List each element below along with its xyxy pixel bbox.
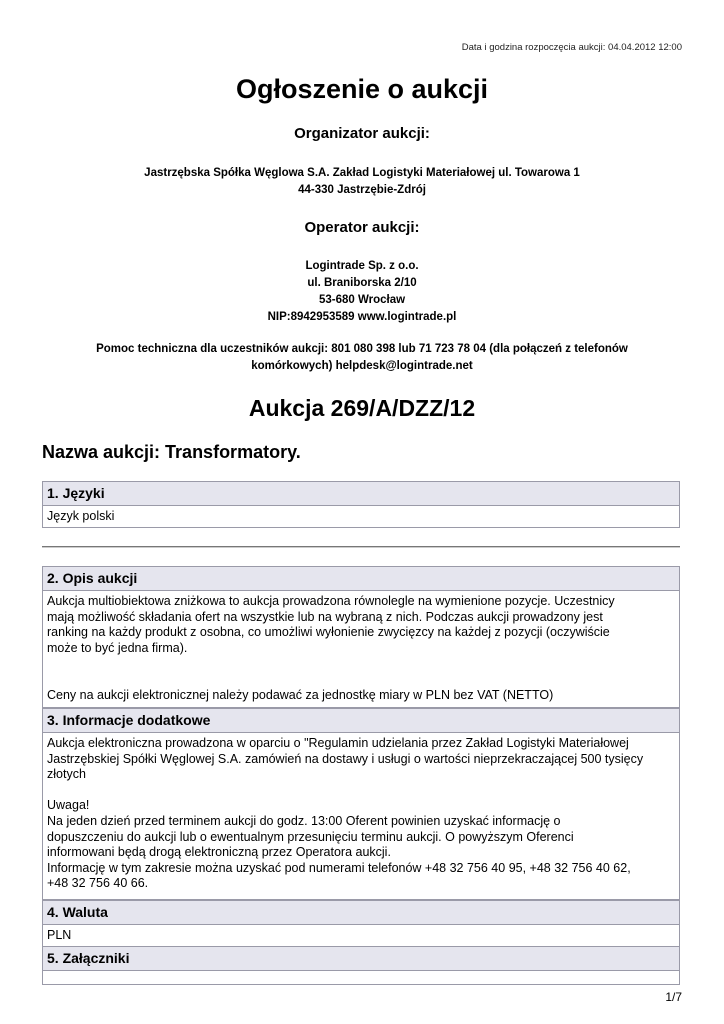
page-title: Ogłoszenie o aukcji: [235, 74, 489, 104]
section-languages: [42, 481, 680, 528]
section-description-body: Aukcja multiobiektowa zniżkowa to aukcja prowadzona równolegle na wymienione pozycje. Uczestnicy mają możliwość składania ofert na wszystkie lub na wybraną z nich. Podczas aukcji prowadzony jest ranking na każdy produkt z osobna, co umożliwi wyłonienie zwycięzcy na każdej z pozycji (oczywiście może to być jedna firma). Ceny na aukcji elektronicznej należy podawać za jednostkę miary w PLN bez VAT (NETTO): [42, 591, 680, 708]
auction-start-datetime: Data i godzina rozpoczęcia aukcji: 04.04.2012 12:00: [461, 42, 682, 53]
section-description: [42, 566, 680, 708]
section-attachments: [42, 946, 680, 985]
operator-line-2: ul. Braniborska 2/10: [307, 277, 417, 289]
operator-address: [0, 258, 724, 326]
auction-name: Nazwa aukcji: Transformatory.: [42, 442, 301, 462]
section-currency-heading: 4. Waluta: [42, 900, 680, 925]
support-line-1: Pomoc techniczna dla uczestników aukcji: 801 080 398 lub 71 723 78 04 (dla połączeń z telefonów: [96, 343, 628, 355]
page-number: 1/7: [665, 990, 682, 1004]
organizer-heading: Organizator aukcji:: [294, 125, 430, 142]
section-divider: [42, 546, 680, 548]
support-line-2: komórkowych) helpdesk@logintrade.net: [251, 360, 473, 372]
section-currency-body: PLN: [42, 925, 680, 947]
operator-heading: Operator aukcji:: [304, 219, 420, 236]
section-attachments-body: [42, 971, 680, 985]
operator-line-3: 53-680 Wrocław: [318, 294, 406, 306]
section-additional-info: [42, 708, 680, 900]
section-languages-heading: 1. Języki: [42, 481, 680, 506]
technical-support: [0, 341, 724, 375]
operator-line-4: NIP:8942953589 www.logintrade.pl: [267, 311, 457, 323]
section-additional-info-heading: 3. Informacje dodatkowe: [42, 708, 680, 733]
section-currency: [42, 900, 680, 947]
organizer-address: [0, 165, 724, 199]
organizer-line-1: Jastrzębska Spółka Węglowa S.A. Zakład Logistyki Materiałowej ul. Towarowa 1: [144, 167, 580, 179]
section-additional-info-body: Aukcja elektroniczna prowadzona w oparciu o "Regulamin udzielania przez Zakład Logistyki Materiałowej Jastrzębskiej Spółki Węglowej S.A. zamówień na dostawy i usługi o wartości nieprzekraczającej 500 tysięcy złotych Uwaga! Na jeden dzień przed terminem aukcji do godz. 13:00 Oferent powinien uzyskać informację o dopuszczeniu do aukcji lub o ewentualnym przesunięciu terminu aukcji. O powyższym Oferenci informowani będą drogą elektroniczną przez Operatora aukcji. Informację w tym zakresie można uzyskać pod numerami telefonów +48 32 756 40 95, +48 32 756 40 62, +48 32 756 40 66.: [42, 733, 680, 900]
auction-number: Aukcja 269/A/DZZ/12: [248, 395, 476, 421]
operator-line-1: Logintrade Sp. z o.o.: [305, 260, 419, 272]
section-languages-body: Język polski: [42, 506, 680, 528]
organizer-line-2: 44-330 Jastrzębie-Zdrój: [298, 184, 426, 196]
section-description-heading: 2. Opis aukcji: [42, 566, 680, 591]
section-attachments-heading: 5. Załączniki: [42, 946, 680, 971]
